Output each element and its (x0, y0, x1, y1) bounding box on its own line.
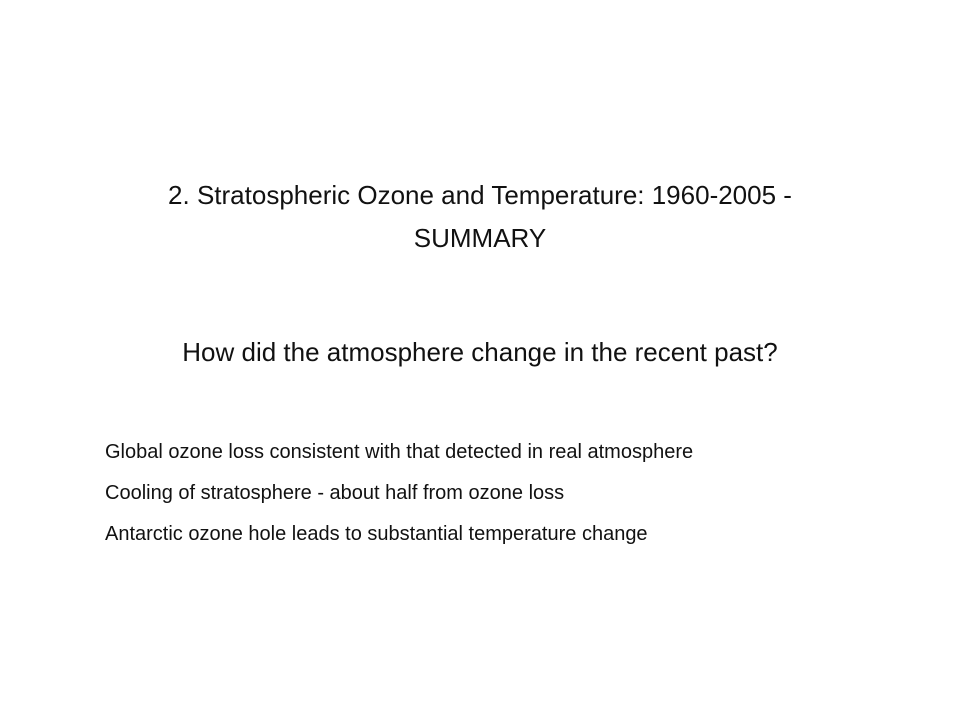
bullet-list (105, 437, 805, 560)
bullet-item-cooling: Cooling of stratosphere - about half from ozone loss (105, 482, 565, 504)
slide-title: 2. Stratospheric Ozone and Temperature: 1960-2005 - SUMMARY (168, 180, 792, 253)
bullet-item-ozone-loss: Global ozone loss consistent with that detected in real atmosphere (105, 441, 694, 463)
slide-question: How did the atmosphere change in the recent past? (182, 337, 778, 367)
bullet-item-antarctic: Antarctic ozone hole leads to substantial temperature change (105, 523, 648, 545)
